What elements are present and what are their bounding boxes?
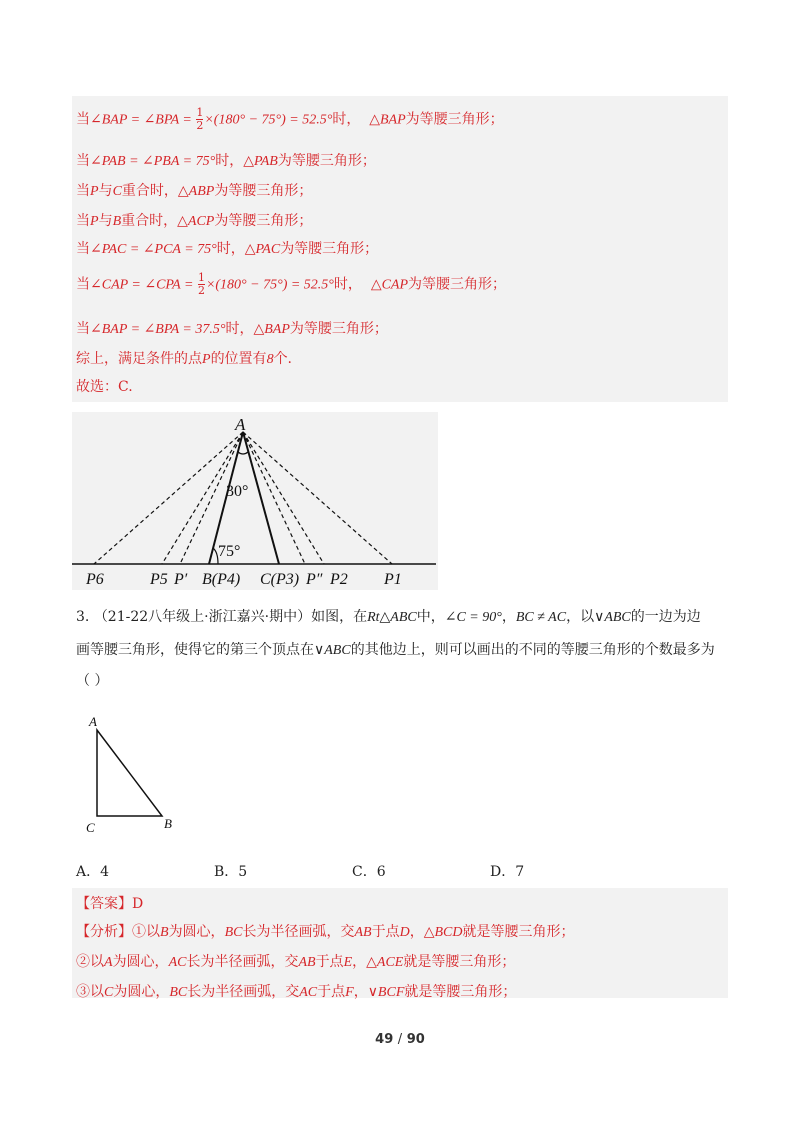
numerator: 1 (196, 106, 204, 119)
option-d[interactable]: D．7 (490, 864, 525, 880)
text: 长为半径画弧，交 (187, 984, 300, 1000)
math: A (104, 955, 113, 970)
math: B (160, 925, 169, 940)
solution-line-2 (76, 150, 376, 170)
question-line-2 (76, 639, 715, 659)
label-b-p4: B(P4) (202, 571, 241, 588)
text: 时， (216, 241, 245, 257)
figure-isosceles-points (72, 412, 438, 590)
text: 当 (76, 183, 90, 199)
label-p1: P1 (384, 571, 402, 588)
analysis-line-2 (76, 951, 515, 971)
text: ， (353, 984, 368, 1000)
math: BC ≠ AC (515, 610, 567, 625)
math: P (90, 214, 99, 229)
math: △BAP (369, 112, 406, 128)
choice-line (76, 376, 133, 396)
solution-line-4 (76, 210, 312, 230)
text: ， (501, 609, 516, 625)
fraction (196, 107, 203, 132)
answer-label: 【答案】 (76, 896, 132, 912)
answer-value: D (132, 896, 144, 912)
math: △ACE (366, 955, 404, 970)
label-pprime: P′ (174, 571, 188, 588)
label-p6: P6 (86, 571, 104, 588)
text: 当 (76, 153, 90, 169)
text: 为圆心， (113, 984, 170, 1000)
solution-line-5 (76, 238, 378, 258)
text: 重合时， (121, 213, 178, 229)
text: 长为半径画弧，交 (186, 954, 299, 970)
label-b: B (164, 816, 172, 831)
text: 于点 (315, 954, 344, 970)
numerator: 1 (197, 271, 205, 284)
analysis-line-3 (76, 981, 516, 1001)
label-30: 30° (226, 483, 249, 500)
page-current: 49 (375, 1032, 394, 1047)
choice-text: 故选：C. (76, 379, 133, 395)
solution-line-1 (76, 107, 504, 132)
denominator: 2 (197, 284, 205, 297)
math: ∠PAC = ∠PCA = 75° (90, 242, 217, 257)
question-line-1 (76, 606, 701, 626)
text: 为等腰三角形； (214, 183, 313, 199)
option-c[interactable]: C．6 (352, 864, 386, 880)
label-c-p3: C(P3) (260, 571, 300, 588)
math: ∠C = 90° (444, 610, 502, 625)
math: △BAP (253, 322, 290, 337)
figure-right-triangle (80, 712, 190, 836)
text: 时， (332, 111, 361, 128)
text: 为圆心， (168, 924, 225, 940)
label-p2: P2 (330, 571, 348, 588)
fraction (198, 272, 205, 297)
page-total: 90 (406, 1032, 425, 1047)
text: 于点 (371, 924, 400, 940)
page-separator: / (397, 1032, 403, 1047)
text: 综上，满足条件的点 (76, 351, 202, 367)
text: 就是等腰三角形； (404, 984, 517, 1000)
math: BC (224, 925, 243, 940)
text: 的一边为边 (630, 609, 701, 625)
text: 当 (76, 276, 90, 293)
page-number (0, 1032, 800, 1047)
text: ②以 (76, 954, 104, 970)
math: ×(180° − 75°) = 52.5° (205, 277, 334, 293)
text: 当 (76, 213, 90, 229)
math: △PAC (244, 242, 281, 257)
summary-line (76, 348, 292, 368)
option-a[interactable]: A．4 (76, 864, 110, 880)
math: AC (168, 955, 187, 970)
label-c: C (86, 820, 95, 835)
math: BC (169, 985, 188, 1000)
text: 如图，在 (311, 609, 368, 625)
question-number: 3. (76, 609, 90, 625)
math: △BCD (423, 925, 463, 940)
math: Rt△ABC (367, 610, 417, 625)
math: D (399, 925, 410, 940)
text: 为等腰三角形； (289, 321, 388, 337)
denominator: 2 (196, 119, 204, 132)
math: 8 (266, 352, 274, 367)
text: 就是等腰三角形； (403, 954, 516, 970)
text: ③以 (76, 984, 104, 1000)
text: 为等腰三角形； (277, 153, 376, 169)
text: 的位置有 (210, 351, 267, 367)
label-a: A (89, 714, 97, 729)
text: 当 (76, 321, 90, 337)
label-p5: P5 (150, 571, 168, 588)
text: 于点 (317, 984, 346, 1000)
question-line-3 (76, 670, 108, 690)
math: ∨ABC (594, 610, 631, 625)
math: △ABP (177, 184, 215, 199)
text: ， (409, 924, 424, 940)
math: △CAP (370, 277, 409, 293)
text: 时， (215, 153, 244, 169)
math: ∨BCF (367, 985, 405, 1000)
math: ∠BAP = ∠BPA = 37.5° (90, 322, 226, 337)
math: B (112, 214, 122, 229)
math: △ACP (177, 214, 215, 229)
text: 当 (76, 111, 90, 128)
math: F (345, 985, 354, 1000)
text: 当 (76, 241, 90, 257)
text: 长为半径画弧，交 (242, 924, 355, 940)
text: 时， (225, 321, 254, 337)
solution-line-3 (76, 180, 312, 200)
math: ∨ABC (314, 643, 351, 658)
text: 与 (98, 213, 113, 229)
text: 个. (273, 351, 293, 367)
text: 画等腰三角形，使得它的第三个顶点在 (76, 642, 314, 658)
text: ，以 (566, 609, 595, 625)
math: C (112, 184, 122, 199)
math: C (104, 985, 114, 1000)
analysis-line-1 (76, 921, 574, 941)
text: 重合时， (121, 183, 178, 199)
option-b[interactable]: B．5 (214, 864, 248, 880)
math: P (90, 184, 99, 199)
math: ∠PAB = ∠PBA = 75° (90, 154, 216, 169)
text: 为圆心， (112, 954, 169, 970)
text: 为等腰三角形； (405, 111, 504, 128)
math: E (343, 955, 353, 970)
solution-line-6 (76, 272, 506, 297)
label-pdprime: P″ (306, 571, 323, 588)
text: 就是等腰三角形； (462, 924, 575, 940)
math: AB (298, 955, 316, 970)
label-75: 75° (218, 543, 241, 560)
text: 为等腰三角形； (214, 213, 313, 229)
text: 为等腰三角形； (408, 276, 507, 293)
text: 与 (98, 183, 113, 199)
text: 中， (416, 609, 445, 625)
text: 【分析】①以 (76, 924, 160, 940)
answer-blank: （ ） (76, 673, 109, 689)
answer-line (76, 893, 143, 913)
math: △PAB (243, 154, 278, 169)
math: ∠CAP = ∠CPA = (90, 277, 197, 293)
text: 的其他边上，则可以画出的不同的等腰三角形的个数最多为 (350, 642, 715, 658)
label-a: A (235, 415, 246, 434)
math: ∠BAP = ∠BPA = (90, 112, 196, 128)
math: AC (299, 985, 318, 1000)
math: P (202, 352, 211, 367)
solution-line-7 (76, 318, 388, 338)
math: AB (354, 925, 372, 940)
text: 为等腰三角形； (280, 241, 379, 257)
triangle-abc (97, 730, 162, 816)
question-source: （21-22八年级上·浙江嘉兴·期中） (93, 609, 312, 625)
text: ， (352, 954, 367, 970)
math: ×(180° − 75°) = 52.5° (204, 112, 333, 128)
text: 时， (333, 276, 362, 293)
